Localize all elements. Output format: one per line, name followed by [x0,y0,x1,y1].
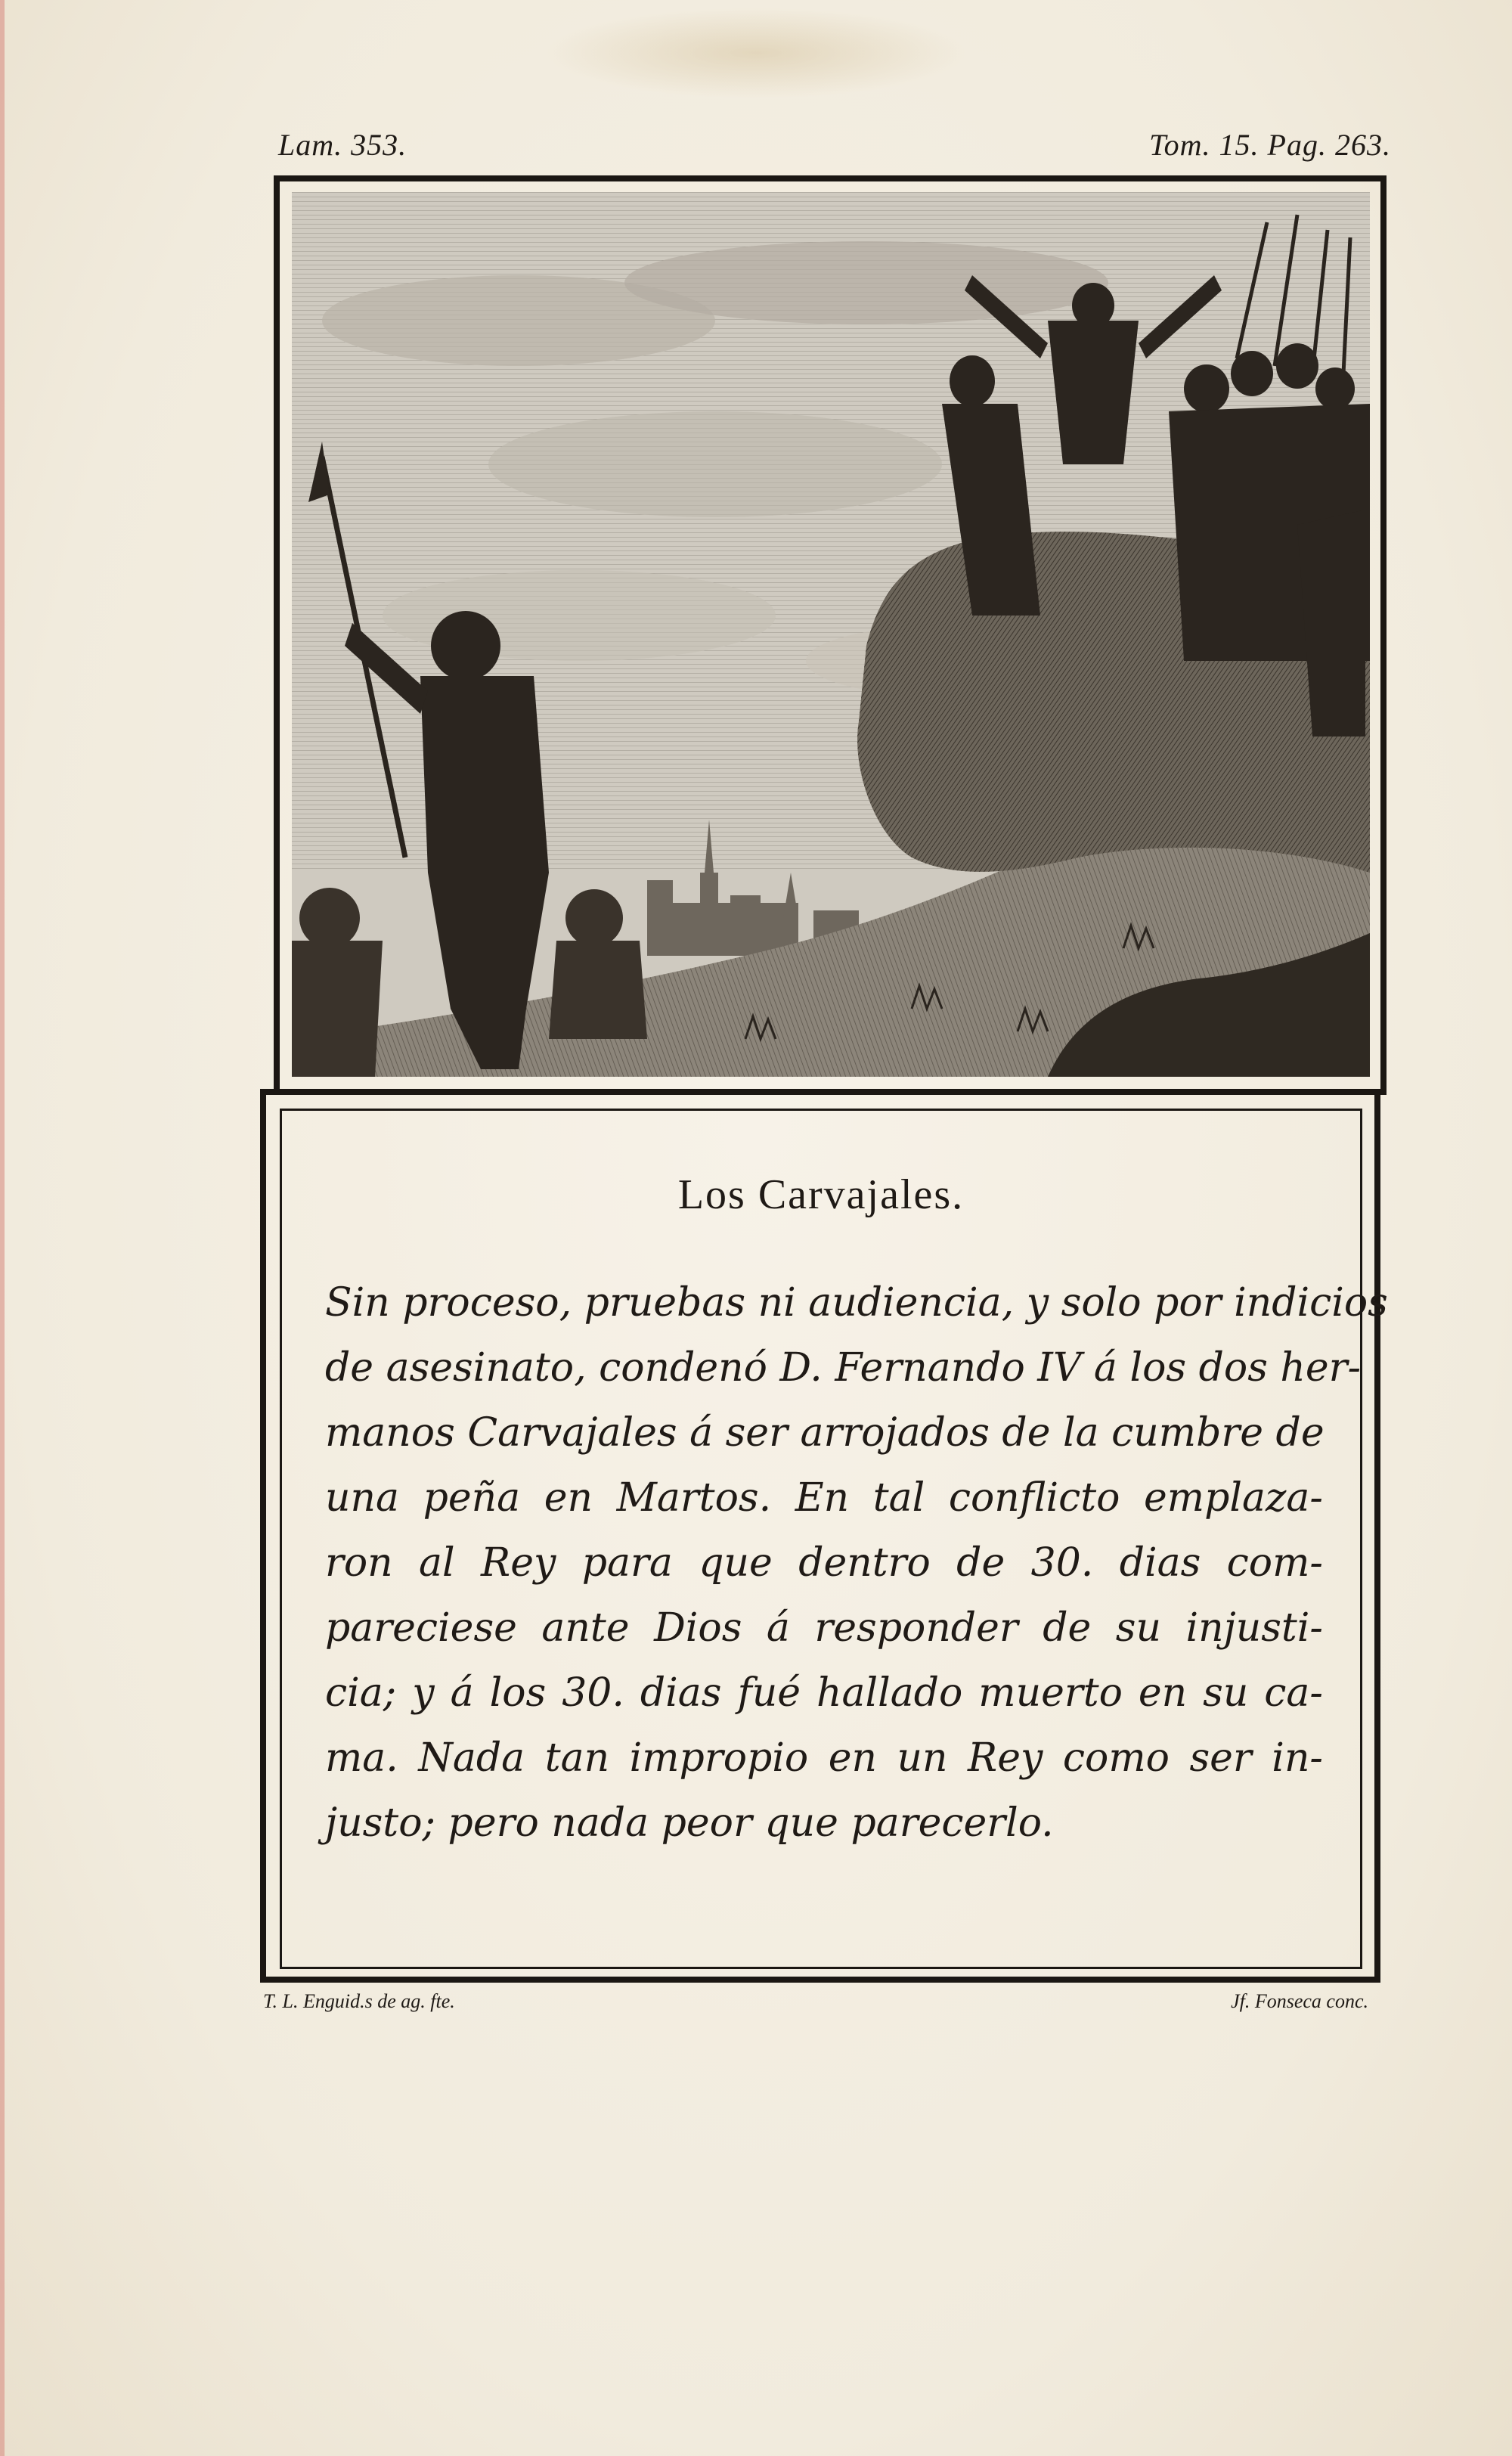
paper-edge [0,0,5,2456]
caption-line: cia; y á los 30. dias fué hallado muerto en su ca- [325,1670,1323,1716]
plate-number: Lam. 353. [278,128,407,162]
engraver-credit: T. L. Enguid.s de ag. fte. [263,1990,455,2012]
paper-stain [544,8,968,98]
designer-credit: Jf. Fonseca conc. [1231,1990,1368,2012]
engraving-execution-scene-icon [292,192,1370,1077]
caption-title: Los Carvajales. [677,1171,965,1218]
caption-line: ron al Rey para que dentro de 30. dias com- [325,1540,1323,1586]
caption-line: ma. Nada tan impropio en un Rey como ser in- [325,1735,1323,1781]
caption-line: pareciese ante Dios á responder de su injusti- [325,1605,1323,1651]
caption-body [325,1270,1388,1856]
caption-line: manos Carvajales á ser arrojados de la cumbre de [325,1410,1325,1456]
caption-line: una peña en Martos. En tal conflicto emplaza- [325,1475,1323,1521]
caption-line: de asesinato, condenó D. Fernando IV á los dos her- [325,1345,1362,1391]
caption-line: justo; pero nada peor que parecerlo. [325,1800,1054,1846]
volume-page: Tom. 15. Pag. 263. [1149,128,1391,162]
caption-line: Sin proceso, pruebas ni audiencia, y solo por indicios [325,1280,1388,1326]
